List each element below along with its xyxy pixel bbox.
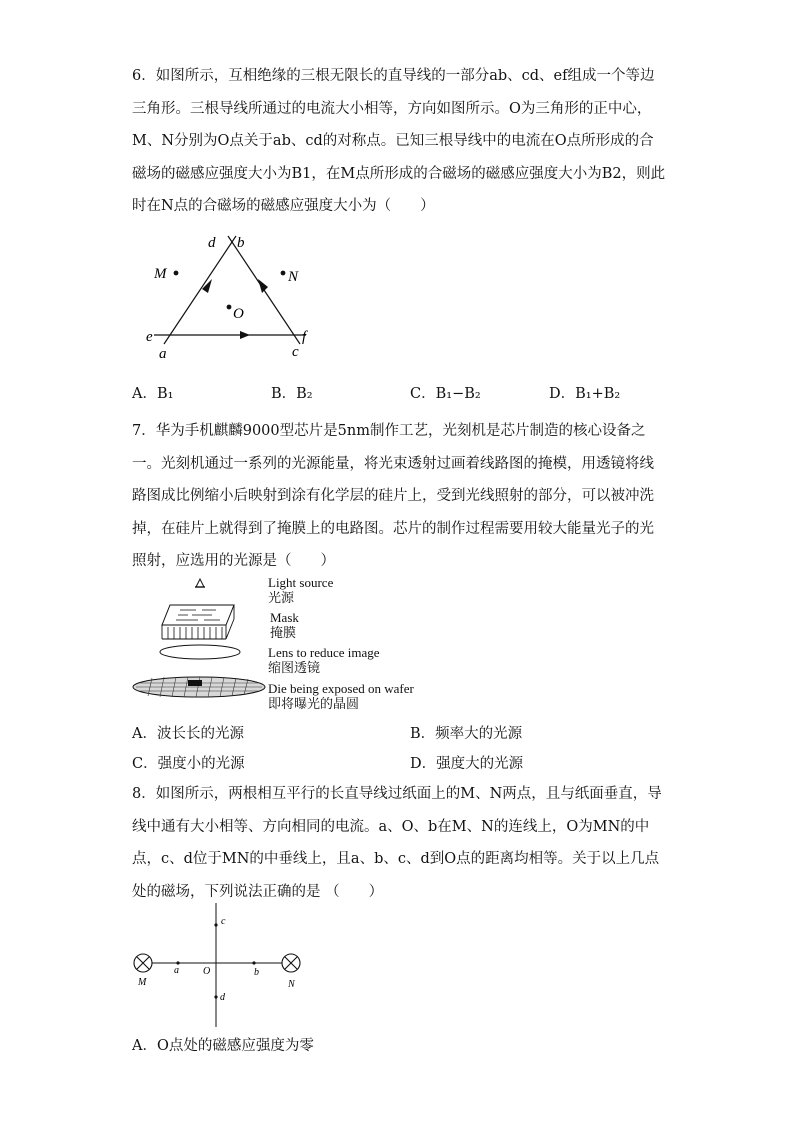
label-mask-en: Mask — [270, 610, 299, 625]
q6-option-b[interactable]: B．B₂ — [271, 386, 313, 402]
lens-icon — [160, 645, 240, 659]
q7-lithography-figure — [130, 575, 270, 705]
arrow-ef-icon — [240, 331, 250, 339]
q7-stem: 7．华为手机麒麟9000型芯片是5nm制作工艺，光刻机是芯片制造的核心设备之一。光刻机通过一系列的光源能量，将光束透射过画着线路图的掩模，用透镜将线路图成比例缩小后映射到涂有化学层的硅片上，受到光线照射的部分，可以被冲洗掉，在硅片上就得到了掩膜上的电路图。芯片的制作过程需要用较大能量光子的光照射，应选用的光源是（ ） — [132, 423, 654, 569]
die-icon — [188, 680, 202, 686]
point-c — [214, 923, 217, 926]
point-d — [214, 995, 217, 998]
q8-stem: 8．如图所示，两根相互平行的长直导线过纸面上的M、N两点，且与纸面垂直，导线中通有大小相等、方向相同的电流。a、O、b在M、N的连线上，O为MN的中点，c、d位于MN的中垂线上，且a、b、c、d到O点的距离均相等。关于以上几点处的磁场，下列说法正确的是 （ ） — [132, 786, 662, 900]
label-a: a — [174, 965, 179, 976]
label-b: b — [237, 235, 245, 251]
point-b — [252, 961, 255, 964]
label-die-en: Die being exposed on wafer — [268, 681, 414, 696]
label-c: c — [221, 916, 226, 927]
q8-option-a[interactable]: A．O点处的磁感应强度为零 — [132, 1038, 314, 1054]
q6-triangle-figure — [140, 232, 340, 362]
q7-option-c[interactable]: C．强度小的光源 — [132, 756, 245, 772]
label-die-zh: 即将曝光的晶圆 — [268, 696, 360, 711]
point-M — [174, 271, 179, 276]
wire-N-icon — [282, 954, 300, 972]
q6-option-c[interactable]: C．B₁−B₂ — [410, 386, 481, 402]
label-d: d — [208, 235, 216, 251]
label-O: O — [233, 306, 244, 322]
arrow-ab-icon — [202, 279, 212, 293]
q6-stem: 6．如图所示，互相绝缘的三根无限长的直导线的一部分ab、cd、ef组成一个等边三角形。三根导线所通过的电流大小相等，方向如图所示。O为三角形的正中心，M、N分别为O点关于ab、cd的对称点。已知三根导线中的电流在O点所形成的合磁场的磁感应强度大小为B1，在M点所形成的合磁场的磁感应强度大小为B2，则此时在N点的合磁场的磁感应强度大小为（ ） — [132, 68, 666, 214]
label-lens-en: Lens to reduce image — [268, 645, 380, 660]
arrow-cd-icon — [258, 279, 268, 293]
q6-option-d[interactable]: D．B₁+B₂ — [549, 386, 621, 402]
point-N — [281, 271, 286, 276]
label-e: e — [146, 329, 153, 345]
q7-option-a[interactable]: A．波长长的光源 — [132, 726, 244, 742]
q6-option-a[interactable]: A．B₁ — [132, 386, 174, 402]
label-light-source-en: Light source — [268, 575, 334, 590]
label-N: N — [288, 269, 299, 285]
label-N: N — [288, 979, 295, 990]
label-b: b — [254, 967, 259, 978]
q8-parallel-wires-figure — [130, 903, 310, 1033]
point-O — [227, 305, 232, 310]
label-f: f — [302, 329, 307, 345]
label-lens-zh: 缩图透镜 — [268, 660, 321, 675]
q7-option-b[interactable]: B．频率大的光源 — [410, 726, 523, 742]
q7-option-d[interactable]: D．强度大的光源 — [410, 756, 524, 772]
label-d: d — [220, 992, 225, 1003]
light-source-icon — [196, 579, 204, 587]
label-O: O — [203, 966, 211, 977]
label-light-source-zh: 光源 — [268, 590, 295, 605]
label-a: a — [159, 346, 167, 362]
label-mask-zh: 掩膜 — [270, 625, 297, 640]
wire-ab — [164, 236, 236, 344]
label-M: M — [154, 266, 167, 282]
wire-M-icon — [134, 954, 152, 972]
label-c: c — [292, 344, 299, 360]
label-M: M — [138, 977, 147, 988]
